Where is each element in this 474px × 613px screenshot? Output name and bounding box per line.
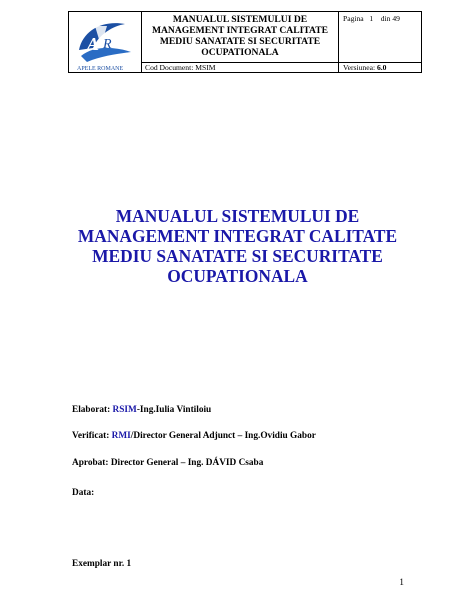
cod-document-cell — [142, 63, 339, 73]
header-title-cell — [142, 12, 339, 63]
header-title-line-2: MANAGEMENT INTEGRAT CALITATE — [151, 25, 329, 36]
page-number: 1 — [399, 578, 404, 588]
svg-text:A: A — [87, 34, 100, 54]
verificat-value: /Director General Adjunct – Ing.Ovidiu Gabor — [130, 431, 316, 441]
main-title-line-2: MANAGEMENT INTEGRAT CALITATE — [77, 226, 398, 246]
cod-label: Cod Document: — [145, 63, 194, 72]
din-label: din 49 — [380, 14, 400, 23]
document-main-title — [70, 206, 405, 286]
exemplar-row — [72, 559, 131, 569]
elaborat-code: RSIM — [112, 405, 137, 415]
cod-value: MSIM — [195, 63, 216, 72]
page-info-cell — [339, 12, 422, 63]
versiunea-value: 6.0 — [376, 63, 387, 72]
header-title-line-4: OCUPATIONALA — [201, 47, 279, 58]
elaborat-row — [72, 405, 211, 415]
data-row — [72, 488, 94, 498]
logo-text: APELE ROMANE — [77, 66, 124, 72]
pagina-label: Pagina — [343, 14, 364, 23]
header-title-line-1: MANUALUL SISTEMULUI DE — [172, 14, 308, 25]
exemplar-label: Exemplar nr. 1 — [72, 559, 132, 569]
data-label: Data: — [72, 488, 95, 498]
verificat-row — [72, 431, 316, 441]
verificat-code: RMI — [111, 431, 131, 441]
main-title-line-4: OCUPATIONALA — [167, 266, 308, 286]
versiunea-cell — [339, 63, 422, 73]
document-header-table — [68, 11, 422, 73]
verificat-label: Verificat: — [72, 431, 110, 441]
svg-text:R: R — [103, 37, 112, 52]
aprobat-label: Aprobat: — [72, 458, 109, 468]
elaborat-value: -Ing.Iulia Vintiloiu — [136, 405, 212, 415]
main-title-line-1: MANUALUL SISTEMULUI DE — [115, 206, 360, 226]
aprobat-value: Director General – Ing. DÁVID Csaba — [110, 458, 264, 468]
pagina-value: 1 — [369, 14, 374, 23]
versiunea-label: Versiunea: — [343, 63, 376, 72]
apele-romane-logo — [73, 16, 137, 72]
aprobat-row — [72, 458, 263, 468]
elaborat-label: Elaborat: — [72, 405, 111, 415]
header-title-line-3: MEDIU SANATATE SI SECURITATE — [159, 36, 321, 47]
logo-cell — [69, 12, 142, 73]
main-title-line-3: MEDIU SANATATE SI SECURITATE — [92, 246, 383, 266]
